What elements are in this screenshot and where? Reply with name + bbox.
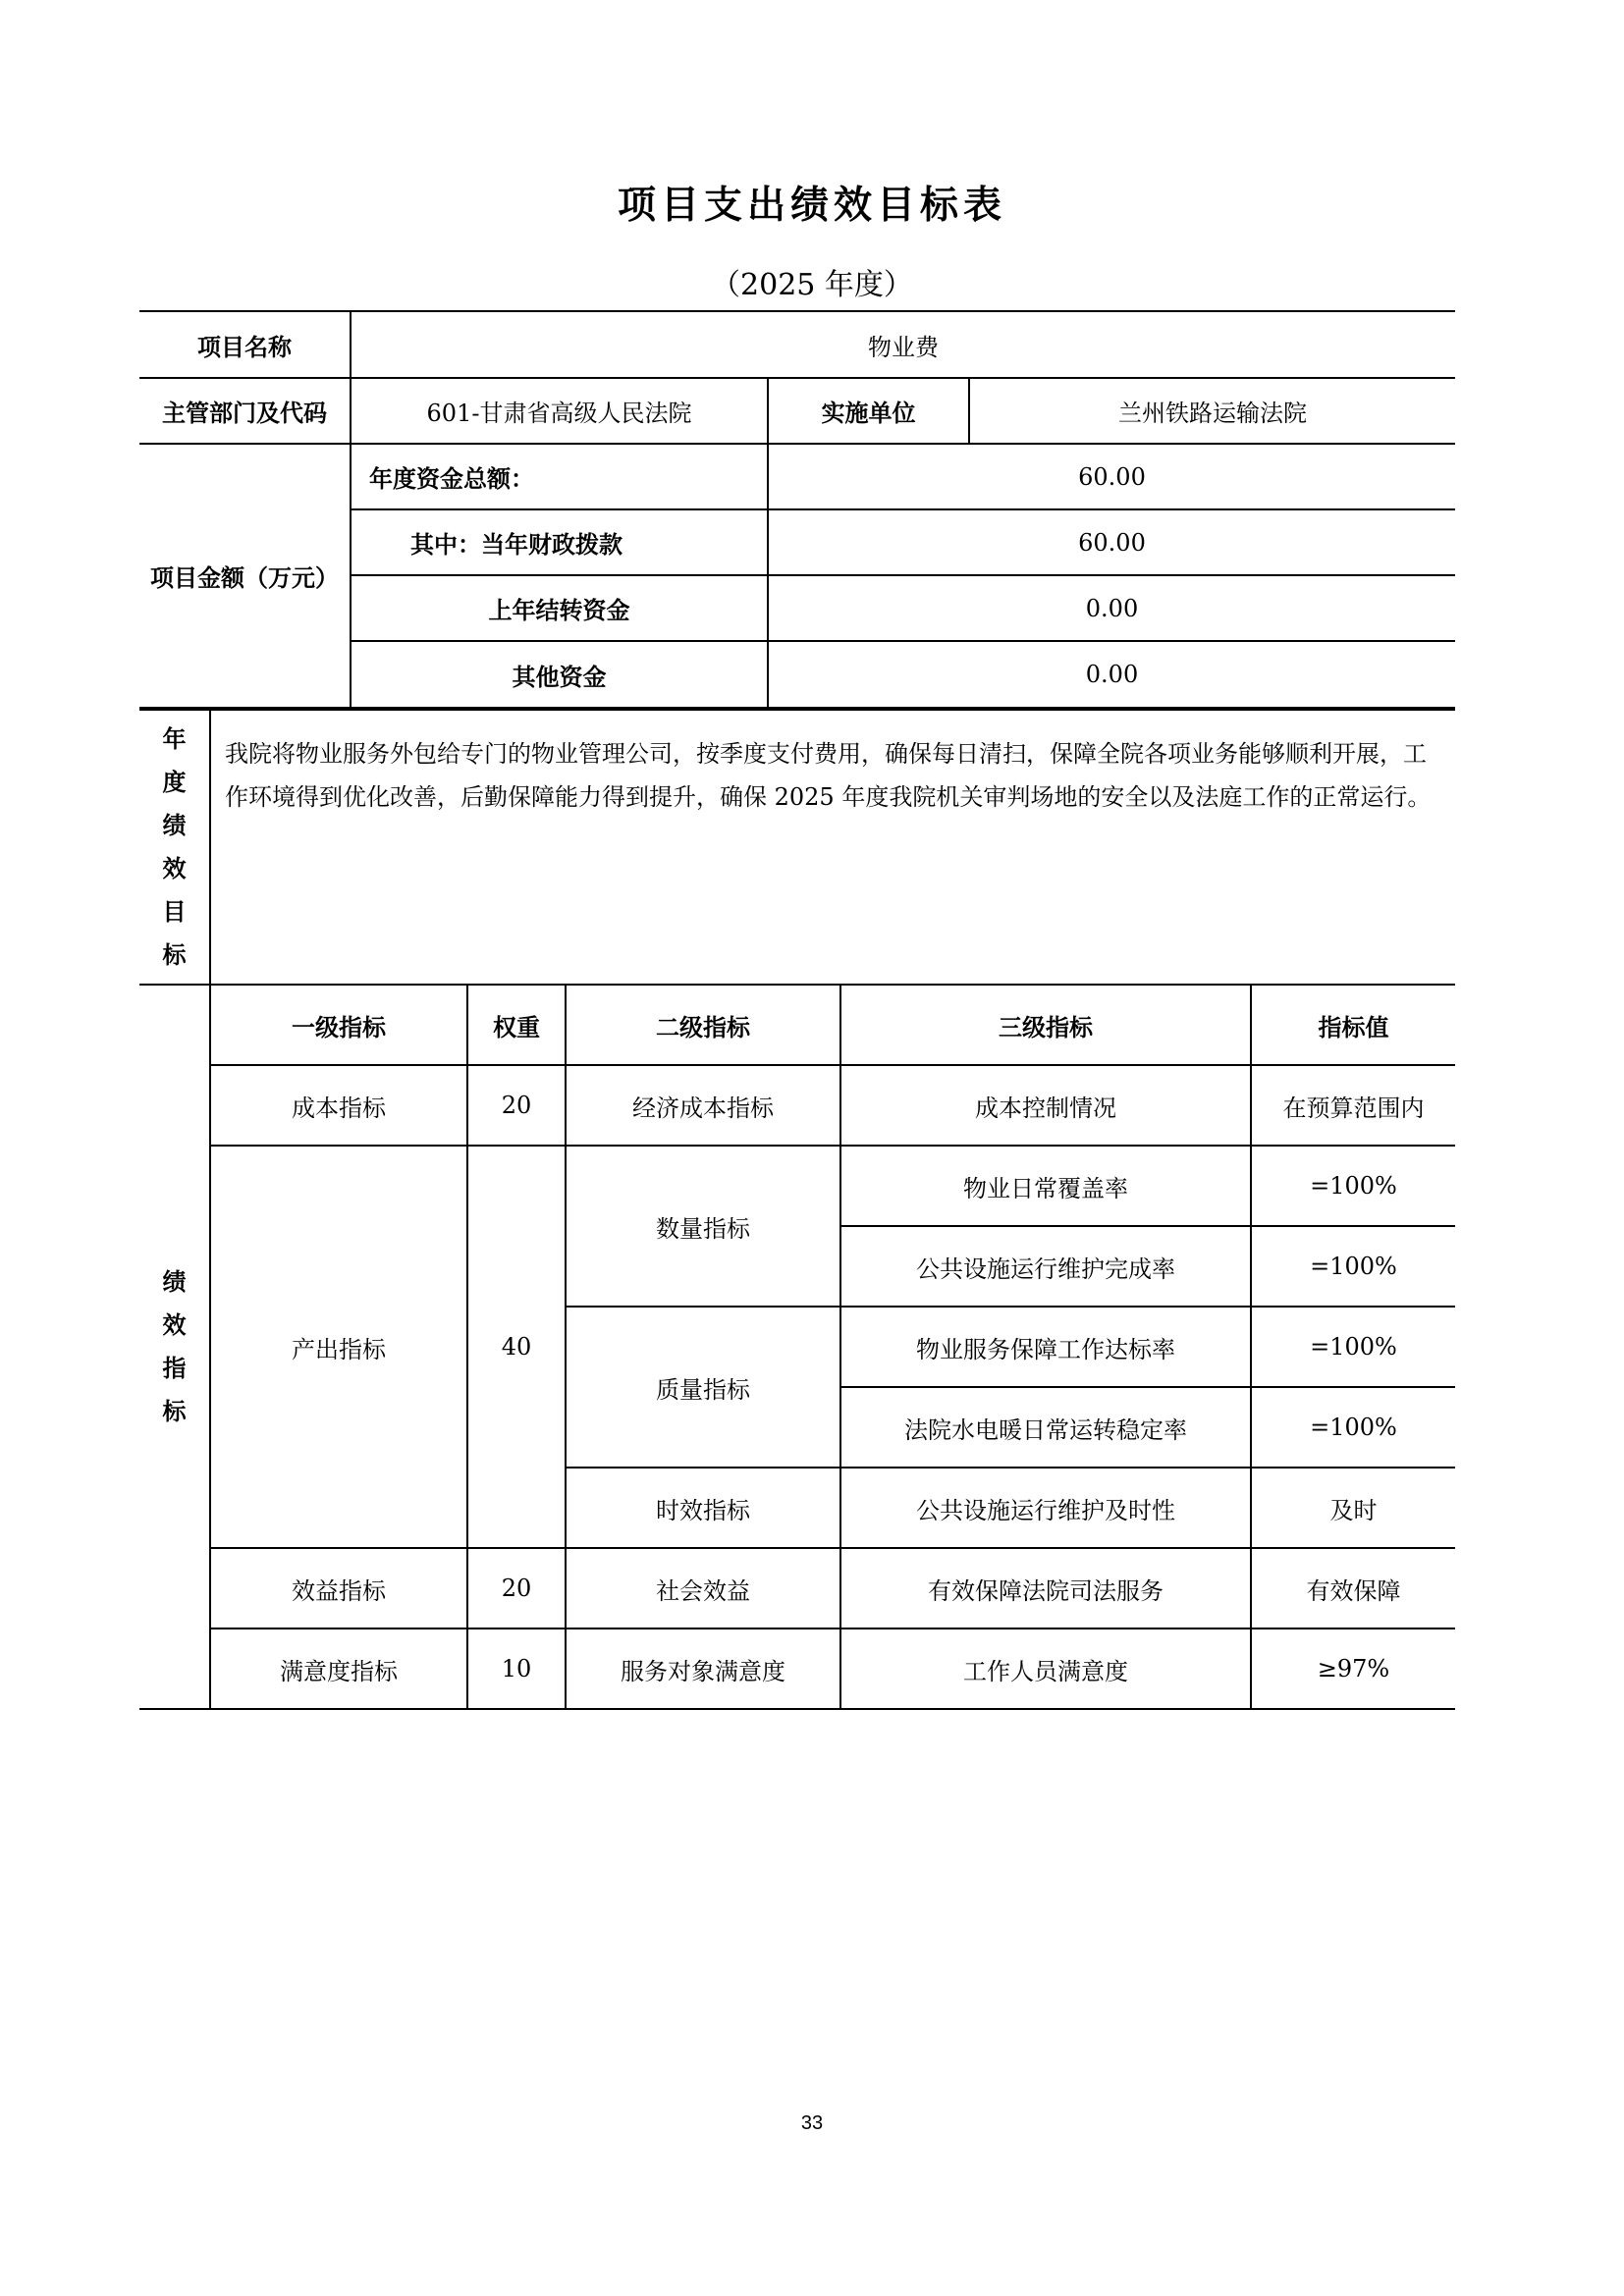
level3-indicator: 物业日常覆盖率 [840,1146,1251,1226]
label-char: 度 [162,769,187,796]
weight-value: 20 [467,1548,566,1629]
level1-indicator: 满意度指标 [210,1629,467,1709]
indicator-value: =100% [1251,1226,1455,1307]
level2-indicator: 经济成本指标 [566,1065,840,1146]
level2-indicator: 数量指标 [566,1146,840,1307]
label-char: 绩 [162,812,187,839]
indicator-row [139,1629,1455,1709]
page-title: 项目支出绩效目标表 [617,184,1006,228]
department-row [139,378,1455,444]
label-char: 标 [162,1398,187,1425]
department-value: 601-甘肃省高级人民法院 [351,378,768,444]
indicator-value: 有效保障 [1251,1548,1455,1629]
level2-indicator: 时效指标 [566,1468,840,1548]
annual-goal-table [139,709,1455,986]
fund-label: 上年结转资金 [351,575,768,641]
label-char: 效 [162,855,187,882]
label-char: 效 [162,1311,187,1339]
page-number: 33 [800,2112,824,2134]
fund-row [139,444,1455,509]
level3-indicator: 物业服务保障工作达标率 [840,1307,1251,1387]
fund-value: 0.00 [768,641,1455,708]
year-subtitle: （2025 年度） [711,268,913,302]
label-char: 目 [162,898,187,926]
implementing-unit-label: 实施单位 [768,378,969,444]
level1-indicator: 产出指标 [210,1146,467,1548]
label-char: 年 [162,725,187,753]
project-info-table [139,310,1455,709]
indicator-header-row [139,985,1455,1065]
header-weight: 权重 [467,985,566,1065]
level3-indicator: 法院水电暖日常运转稳定率 [840,1387,1251,1468]
header-value: 指标值 [1251,985,1455,1065]
performance-indicators-table [139,984,1455,1710]
performance-indicators-label [139,985,210,1709]
weight-value: 10 [467,1629,566,1709]
fund-label: 年度资金总额： [351,444,768,509]
label-char: 标 [162,941,187,969]
project-name-label: 项目名称 [139,311,351,378]
indicator-row [139,1146,1455,1226]
indicator-row [139,1548,1455,1629]
department-label: 主管部门及代码 [139,378,351,444]
implementing-unit-value: 兰州铁路运输法院 [969,378,1455,444]
fund-label: 其他资金 [351,641,768,708]
level3-indicator: 有效保障法院司法服务 [840,1548,1251,1629]
indicator-value: 在预算范围内 [1251,1065,1455,1146]
weight-value: 20 [467,1065,566,1146]
level3-indicator: 工作人员满意度 [840,1629,1251,1709]
header-level3: 三级指标 [840,985,1251,1065]
fund-value: 60.00 [768,444,1455,509]
label-char: 指 [162,1355,187,1382]
fund-value: 60.00 [768,509,1455,575]
fund-label: 其中：当年财政拨款 [351,509,768,575]
level3-indicator: 公共设施运行维护及时性 [840,1468,1251,1548]
project-amount-label: 项目金额（万元） [139,444,351,708]
level1-indicator: 成本指标 [210,1065,467,1146]
level3-indicator: 成本控制情况 [840,1065,1251,1146]
annual-goal-text: 我院将物业服务外包给专门的物业管理公司，按季度支付费用，确保每日清扫，保障全院各项业务能够顺利开展，工作环境得到优化改善，后勤保障能力得到提升，确保 2025 年度我院机关审判场地的安全以及法庭工作的正常运行。 [210,710,1455,985]
indicator-value: =100% [1251,1146,1455,1226]
indicator-value: =100% [1251,1307,1455,1387]
level2-indicator: 社会效益 [566,1548,840,1629]
level3-indicator: 公共设施运行维护完成率 [840,1226,1251,1307]
weight-value: 40 [467,1146,566,1548]
project-name-value: 物业费 [351,311,1455,378]
indicator-value: ≥97% [1251,1629,1455,1709]
header-level1: 一级指标 [210,985,467,1065]
indicator-value: =100% [1251,1387,1455,1468]
level1-indicator: 效益指标 [210,1548,467,1629]
fund-value: 0.00 [768,575,1455,641]
annual-goal-label [139,710,210,985]
level2-indicator: 服务对象满意度 [566,1629,840,1709]
indicator-row [139,1065,1455,1146]
level2-indicator: 质量指标 [566,1307,840,1468]
project-name-row [139,311,1455,378]
indicator-value: 及时 [1251,1468,1455,1548]
header-level2: 二级指标 [566,985,840,1065]
label-char: 绩 [162,1268,187,1296]
